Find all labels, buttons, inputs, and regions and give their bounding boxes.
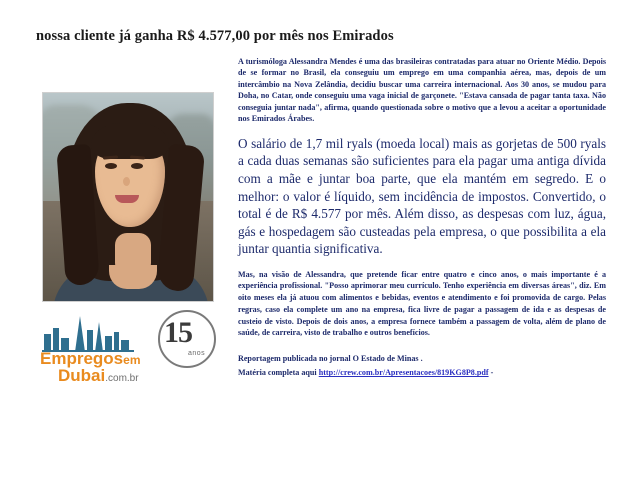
photo-fringe <box>91 123 169 159</box>
photo-neckline <box>109 265 157 289</box>
source-line-1: Reportagem publicada no jornal O Estado de Minas . <box>238 354 423 364</box>
article-body <box>238 56 606 381</box>
badge-number: 15 <box>164 316 192 349</box>
source-line-2 <box>238 367 606 379</box>
source-suffix: - <box>488 368 494 378</box>
brand-word-em: em <box>123 353 141 367</box>
brand-word-dubai: Dubai <box>58 366 106 385</box>
brand-word-empregos: Empregos <box>40 349 124 368</box>
article-source-link[interactable]: http://crew.com.br/Apresentacoes/819KG8P8.pdf <box>318 368 489 378</box>
photo-eye-left <box>105 163 117 169</box>
brand-domain: .com.br <box>105 373 139 384</box>
portrait-photo-alessandra <box>42 92 214 302</box>
badge-label: anos <box>188 350 206 357</box>
brand-wordmark <box>40 350 160 384</box>
brand-logo-block <box>36 312 226 384</box>
article-paragraph-3: Mas, na visão de Alessandra, que pretende ficar entre quatro e cinco anos, o mais importante é a experiência profissional. "Posso aprimorar meu currículo. Tenho experiência em diversas áreas", diz. Em oito meses ela já atuou com alimentos e bebidas, eventos e atendimento e foi promovida de cargo. Pelas regras, caso ela complete um ano na empresa, fica livre de pagar a passagem de ida e as despesas de custeio de visto. Depois de dois anos, a empresa fornece também a passagem de volta, além de plano de saúde, de carreira, visto de trabalho e outros benefícios. <box>238 269 606 338</box>
photo-nose <box>123 177 130 186</box>
anniversary-badge <box>158 310 224 372</box>
source-prefix: Matéria completa aqui <box>238 368 319 378</box>
photo-eye-right <box>131 163 143 169</box>
page-title: nossa cliente já ganha R$ 4.577,00 por mês nos Emirados <box>36 28 394 44</box>
dubai-skyline-icon <box>42 312 134 352</box>
article-paragraph-2: O salário de 1,7 mil ryals (moeda local) mais as gorjetas de 500 ryals a cada duas semanas são suficientes para ela pagar uma antiga dívida com a mãe e juntar boa parte, que ela mantém em segredo. E o melhor: o valor é líquido, sem incidência de impostos. Convertido, o total é de R$ 4.577 por mês. Além disso, as despesas com luz, água, gás e hospedagem são custeadas pela empresa, o que possibilita a ela juntar quantia significativa. <box>238 135 606 257</box>
article-paragraph-1: A turismóloga Alessandra Mendes é uma das brasileiras contratadas para atuar no Oriente Médio. Depois de se formar no Brasil, ela conseguiu um emprego em uma companhia aérea, mas, depois de um intercâmbio na Nova Zelândia, decidiu buscar uma carreira internacional. Aos 30 anos, se mudou para Doha, no Catar, onde conseguiu uma vaga inicial de garçonete. "Estava cansada de pagar tanta taxa. Não conseguia juntar nada", afirma, quando questionada sobre o motivo que a levou a aceitar a oportunidade nos Emirados Árabes. <box>238 57 606 124</box>
